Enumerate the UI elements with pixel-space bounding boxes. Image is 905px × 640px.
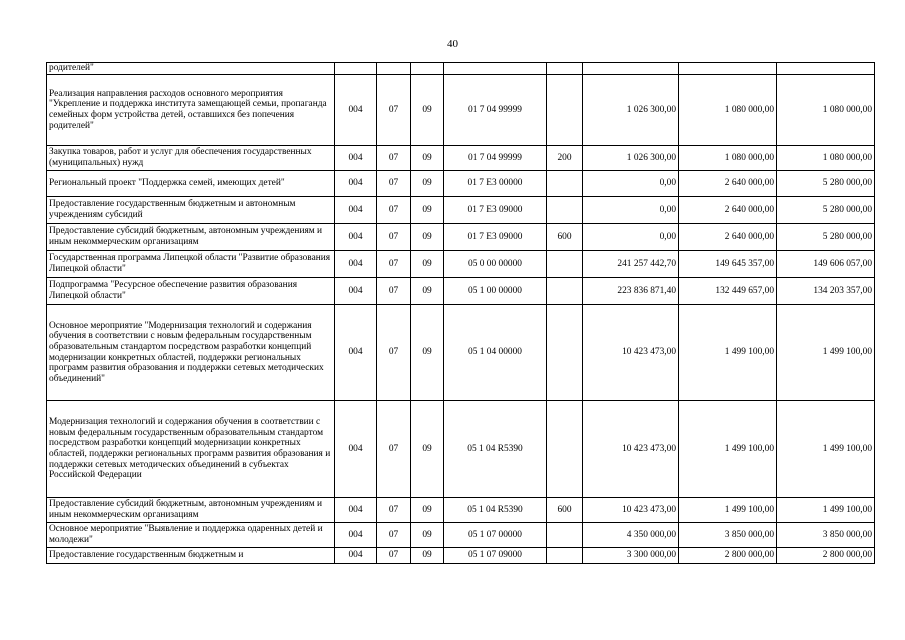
row-target-article: 01 7 04 99999 [444, 75, 547, 146]
row-amount-year2: 1 499 100,00 [679, 401, 777, 498]
table-row [47, 146, 875, 171]
row-amount-year2: 2 640 000,00 [679, 224, 777, 251]
row-subsection [411, 63, 444, 75]
row-name: Реализация направления расходов основного мероприятия "Укрепление и поддержка института замещающей семьи, пропаганда семейных форм устройства детей, оставшихся без попечения родителей" [47, 75, 335, 146]
row-amount-year3: 5 280 000,00 [777, 171, 875, 197]
table-row [47, 278, 875, 305]
row-amount-year3: 2 800 000,00 [777, 548, 875, 564]
row-ved: 004 [335, 498, 377, 523]
row-amount-year1: 0,00 [583, 171, 679, 197]
row-subsection: 09 [411, 278, 444, 305]
row-section: 07 [377, 171, 411, 197]
table-row [47, 305, 875, 401]
row-target-article: 05 1 00 00000 [444, 278, 547, 305]
table-row [47, 197, 875, 224]
row-expense-type [547, 305, 583, 401]
row-ved: 004 [335, 548, 377, 564]
row-ved: 004 [335, 75, 377, 146]
row-section: 07 [377, 251, 411, 278]
row-expense-type [547, 523, 583, 548]
row-amount-year2: 3 850 000,00 [679, 523, 777, 548]
row-amount-year2: 2 640 000,00 [679, 197, 777, 224]
row-amount-year2 [679, 63, 777, 75]
row-amount-year2: 149 645 357,00 [679, 251, 777, 278]
table-row [47, 224, 875, 251]
row-amount-year2: 1 080 000,00 [679, 75, 777, 146]
row-name: Предоставление субсидий бюджетным, автономным учреждениям и иным некоммерческим организациям [47, 498, 335, 523]
row-ved: 004 [335, 197, 377, 224]
row-ved [335, 63, 377, 75]
row-amount-year1: 241 257 442,70 [583, 251, 679, 278]
row-target-article: 05 1 07 09000 [444, 548, 547, 564]
row-expense-type: 600 [547, 498, 583, 523]
row-ved: 004 [335, 401, 377, 498]
table-row [47, 498, 875, 523]
table-row [47, 251, 875, 278]
row-target-article: 01 7 04 99999 [444, 146, 547, 171]
table-row [47, 523, 875, 548]
row-subsection: 09 [411, 197, 444, 224]
row-ved: 004 [335, 146, 377, 171]
row-expense-type [547, 197, 583, 224]
row-amount-year2: 1 499 100,00 [679, 498, 777, 523]
row-subsection: 09 [411, 523, 444, 548]
row-expense-type [547, 75, 583, 146]
row-name: родителей" [47, 63, 335, 75]
row-subsection: 09 [411, 305, 444, 401]
table-row [47, 63, 875, 75]
row-section: 07 [377, 498, 411, 523]
row-amount-year2: 1 499 100,00 [679, 305, 777, 401]
row-amount-year3: 149 606 057,00 [777, 251, 875, 278]
row-expense-type [547, 251, 583, 278]
row-section [377, 63, 411, 75]
row-amount-year1: 10 423 473,00 [583, 498, 679, 523]
row-subsection: 09 [411, 251, 444, 278]
row-section: 07 [377, 278, 411, 305]
table-row [47, 401, 875, 498]
row-target-article: 01 7 E3 09000 [444, 197, 547, 224]
row-amount-year1: 4 350 000,00 [583, 523, 679, 548]
row-ved: 004 [335, 278, 377, 305]
row-amount-year3: 3 850 000,00 [777, 523, 875, 548]
row-amount-year3: 1 080 000,00 [777, 146, 875, 171]
row-subsection: 09 [411, 498, 444, 523]
row-target-article: 01 7 E3 00000 [444, 171, 547, 197]
row-ved: 004 [335, 171, 377, 197]
row-amount-year3: 5 280 000,00 [777, 197, 875, 224]
row-subsection: 09 [411, 401, 444, 498]
row-target-article: 05 1 04 00000 [444, 305, 547, 401]
row-amount-year3: 1 499 100,00 [777, 401, 875, 498]
row-name: Предоставление государственным бюджетным и [47, 548, 335, 564]
row-ved: 004 [335, 523, 377, 548]
row-amount-year3: 1 499 100,00 [777, 498, 875, 523]
row-amount-year1: 10 423 473,00 [583, 305, 679, 401]
row-expense-type [547, 278, 583, 305]
row-expense-type [547, 63, 583, 75]
row-name: Предоставление государственным бюджетным и автономным учреждениям субсидий [47, 197, 335, 224]
row-expense-type [547, 401, 583, 498]
row-amount-year1: 1 026 300,00 [583, 146, 679, 171]
row-section: 07 [377, 146, 411, 171]
row-amount-year3 [777, 63, 875, 75]
row-section: 07 [377, 523, 411, 548]
row-amount-year1: 10 423 473,00 [583, 401, 679, 498]
row-name: Закупка товаров, работ и услуг для обеспечения государственных (муниципальных) нужд [47, 146, 335, 171]
row-name: Модернизация технологий и содержания обучения в соответствии с новым федеральным государственным образовательным стандартом посредством разработки концепций модернизации конкретных областей, поддержки региональных программ развития образования и поддержки сетевых методических объединений в субъектах Российской Федерации [47, 401, 335, 498]
table-row [47, 75, 875, 146]
row-ved: 004 [335, 251, 377, 278]
row-name: Государственная программа Липецкой области "Развитие образования Липецкой области" [47, 251, 335, 278]
row-amount-year1: 223 836 871,40 [583, 278, 679, 305]
row-amount-year3: 1 080 000,00 [777, 75, 875, 146]
row-section: 07 [377, 75, 411, 146]
row-expense-type [547, 548, 583, 564]
row-name: Основное мероприятие "Модернизация технологий и содержания обучения в соответствии с новым федеральным государственным образовательным стандартом посредством разработки концепций модернизации конкретных областей, поддержки региональных программ развития образования и поддержки сетевых методических объединений" [47, 305, 335, 401]
row-amount-year1: 1 026 300,00 [583, 75, 679, 146]
row-expense-type [547, 171, 583, 197]
page-number: 40 [447, 38, 458, 50]
table-row [47, 171, 875, 197]
row-amount-year1: 3 300 000,00 [583, 548, 679, 564]
row-subsection: 09 [411, 75, 444, 146]
row-ved: 004 [335, 305, 377, 401]
row-amount-year2: 2 640 000,00 [679, 171, 777, 197]
row-section: 07 [377, 548, 411, 564]
row-name: Основное мероприятие "Выявление и поддержка одаренных детей и молодежи" [47, 523, 335, 548]
row-amount-year1: 0,00 [583, 224, 679, 251]
row-expense-type: 600 [547, 224, 583, 251]
row-amount-year3: 5 280 000,00 [777, 224, 875, 251]
row-target-article [444, 63, 547, 75]
row-amount-year2: 2 800 000,00 [679, 548, 777, 564]
row-name: Региональный проект "Поддержка семей, имеющих детей" [47, 171, 335, 197]
row-ved: 004 [335, 224, 377, 251]
row-amount-year1 [583, 63, 679, 75]
row-section: 07 [377, 197, 411, 224]
row-subsection: 09 [411, 548, 444, 564]
row-target-article: 01 7 E3 09000 [444, 224, 547, 251]
row-expense-type: 200 [547, 146, 583, 171]
row-target-article: 05 1 07 00000 [444, 523, 547, 548]
table-body [47, 63, 875, 564]
row-amount-year3: 134 203 357,00 [777, 278, 875, 305]
row-amount-year3: 1 499 100,00 [777, 305, 875, 401]
row-amount-year2: 132 449 657,00 [679, 278, 777, 305]
row-subsection: 09 [411, 224, 444, 251]
row-target-article: 05 0 00 00000 [444, 251, 547, 278]
row-target-article: 05 1 04 R5390 [444, 401, 547, 498]
row-section: 07 [377, 401, 411, 498]
row-amount-year1: 0,00 [583, 197, 679, 224]
row-subsection: 09 [411, 146, 444, 171]
row-subsection: 09 [411, 171, 444, 197]
row-target-article: 05 1 04 R5390 [444, 498, 547, 523]
row-amount-year2: 1 080 000,00 [679, 146, 777, 171]
row-name: Подпрограмма "Ресурсное обеспечение развития образования Липецкой области" [47, 278, 335, 305]
row-section: 07 [377, 224, 411, 251]
budget-table [46, 62, 875, 564]
row-name: Предоставление субсидий бюджетным, автономным учреждениям и иным некоммерческим организациям [47, 224, 335, 251]
row-section: 07 [377, 305, 411, 401]
table-row [47, 548, 875, 564]
